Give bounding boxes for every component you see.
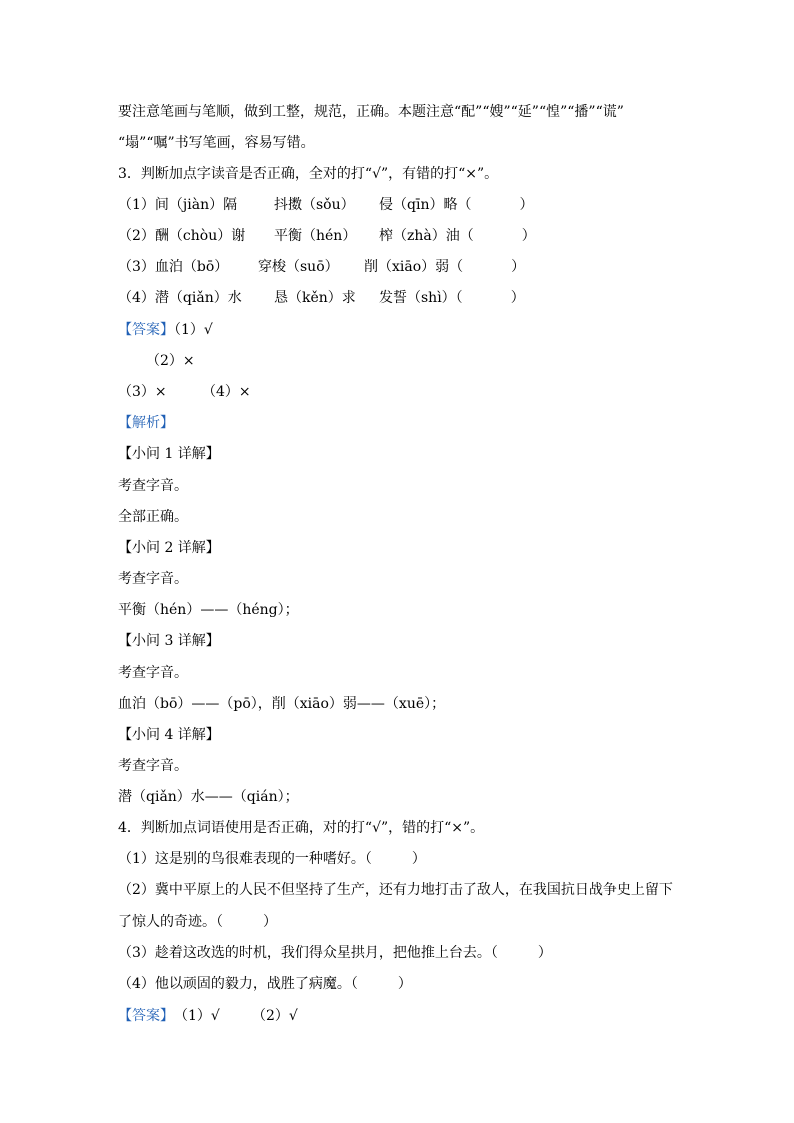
q4-item-3-end: ） <box>537 945 552 961</box>
q4-item-2-text2: 了惊人的奇迹。（ <box>118 914 223 930</box>
q3-row-1 <box>118 195 533 215</box>
q3-row-4-a: （4）潜（qiǎn）水 <box>118 290 242 306</box>
q3-row-4-end: ） <box>510 290 525 306</box>
sub-2-line-2: 平衡（hén）——（héng）； <box>118 602 299 618</box>
question-4-stem: 4．判断加点词语使用是否正确，对的打“√”，错的打“×”。 <box>118 820 485 836</box>
q3-answer-4: （4）× <box>202 384 251 400</box>
q3-answer-line <box>118 320 213 340</box>
q4-item-3 <box>118 943 552 963</box>
answer-tag: 【答案】 <box>118 1008 174 1024</box>
q3-row-2-end: ） <box>521 228 536 244</box>
sub-1-line-2: 全部正确。 <box>118 509 188 525</box>
intro-line-1: 要注意笔画与笔顺，做到工整，规范，正确。本题注意“配”“嫂”“延”“惶”“播”“谎” <box>118 104 624 120</box>
q4-item-1-text: （1）这是别的鸟很难表现的一种嗜好。（ <box>118 851 372 867</box>
sub-3-line-1: 考查字音。 <box>118 665 188 681</box>
sub-3-line-2: 血泊（bō）——（pō），削（xiāo）弱——（xuē）； <box>118 696 446 712</box>
q3-row-3-end: ） <box>511 259 526 275</box>
q4-item-4-text: （4）他以顽固的毅力，战胜了病魔。（ <box>118 976 358 992</box>
q4-item-2-line-2 <box>118 912 277 932</box>
q3-row-3-c: 削（xiāo）弱（ <box>364 259 464 275</box>
q3-answer-1: （1）√ <box>174 322 213 338</box>
answer-tag: 【答案】 <box>118 322 174 338</box>
q4-item-1 <box>118 849 426 869</box>
sub-4-head: 【小问 4 详解】 <box>118 727 220 743</box>
q3-row-2-a: （2）酬（chòu）谢 <box>118 228 246 244</box>
q3-row-4-b: 恳（kěn）求 <box>274 290 356 306</box>
sub-1-line-1: 考查字音。 <box>118 478 188 494</box>
sub-4-line-2: 潜（qiǎn）水——（qián）； <box>118 789 299 805</box>
q4-item-2-line-1: （2）冀中平原上的人民不但坚持了生产，还有力地打击了敌人，在我国抗日战争史上留下 <box>118 882 673 898</box>
sub-4-line-1: 考查字音。 <box>118 758 188 774</box>
sub-3-head: 【小问 3 详解】 <box>118 633 220 649</box>
q3-row-1-c: 侵（qīn）略（ <box>379 197 472 213</box>
q3-row-1-end: ） <box>519 197 534 213</box>
analysis-tag: 【解析】 <box>118 415 174 431</box>
sub-1-head: 【小问 1 详解】 <box>118 446 220 462</box>
q3-row-1-b: 抖擞（sǒu） <box>274 197 355 213</box>
q4-answer-line <box>118 1006 298 1026</box>
q3-row-3-a: （3）血泊（bō） <box>118 259 229 275</box>
intro-line-2: “塌”“嘱”书写笔画，容易写错。 <box>118 135 315 151</box>
q4-answer-2: （2）√ <box>252 1008 298 1024</box>
q4-answer-1: （1）√ <box>174 1008 220 1024</box>
sub-2-line-1: 考查字音。 <box>118 571 188 587</box>
q3-row-3-b: 穿梭（suō） <box>258 259 339 275</box>
q4-item-4 <box>118 974 412 994</box>
q3-row-4-c: 发誓（shì）（ <box>379 290 463 306</box>
q3-answer-3: （3）× <box>118 384 167 400</box>
q3-row-3 <box>118 257 525 277</box>
q3-row-2-c: 榨（zhà）油（ <box>379 228 474 244</box>
q3-row-4 <box>118 288 525 308</box>
q4-item-3-text: （3）趁着这改选的时机，我们得众星拱月，把他推上台去。（ <box>118 945 498 961</box>
q4-item-1-end: ） <box>411 851 426 867</box>
q3-row-1-a: （1）间（jiàn）隔 <box>118 197 238 213</box>
q3-answer-2: （2）× <box>146 353 195 369</box>
q4-item-2-end: ） <box>263 914 277 930</box>
q3-answer-line-3 <box>118 382 251 402</box>
q3-row-2 <box>118 226 536 246</box>
q4-item-4-end: ） <box>397 976 412 992</box>
question-3-stem: 3．判断加点字读音是否正确，全对的打“√”，有错的打“×”。 <box>118 166 499 182</box>
q3-row-2-b: 平衡（hén） <box>274 228 357 244</box>
sub-2-head: 【小问 2 详解】 <box>118 540 220 556</box>
